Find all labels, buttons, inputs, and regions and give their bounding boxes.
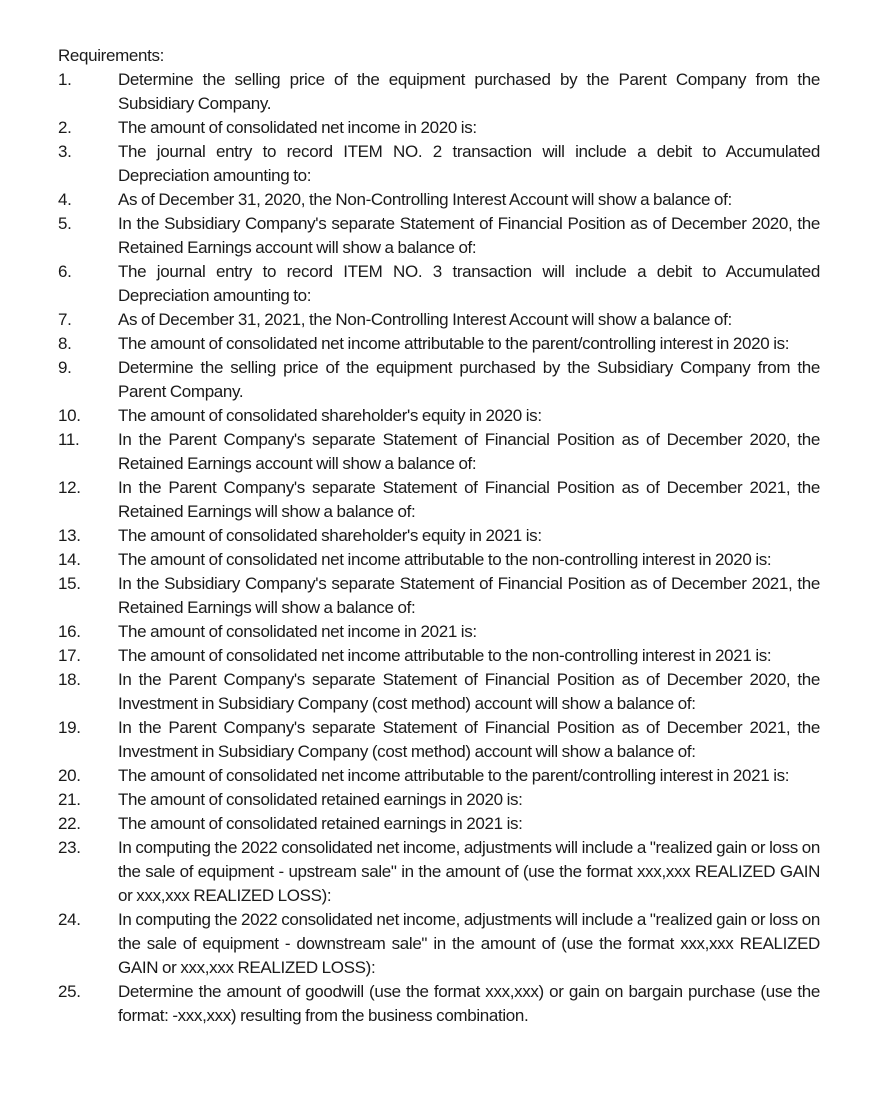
requirement-text: The amount of consolidated shareholder's equity in 2021 is: <box>118 526 542 545</box>
requirement-item <box>58 332 820 356</box>
requirement-number: 8. <box>58 334 72 353</box>
requirement-text: In the Subsidiary Company's separate Statement of Financial Position as of December 2020, the Retained Earnings account will show a balance of: <box>118 214 820 257</box>
requirement-item <box>58 188 820 212</box>
requirement-number: 2. <box>58 118 72 137</box>
requirement-item <box>58 572 820 620</box>
requirement-text: The amount of consolidated net income attributable to the non-controlling interest in 2020 is: <box>118 550 772 569</box>
requirement-number: 13. <box>58 526 81 545</box>
requirement-number: 18. <box>58 670 81 689</box>
requirement-text: The amount of consolidated net income in 2020 is: <box>118 118 477 137</box>
requirement-number: 16. <box>58 622 81 641</box>
requirement-text: Determine the selling price of the equipment purchased by the Subsidiary Company from the Parent Company. <box>118 358 820 401</box>
requirement-number: 1. <box>58 70 72 89</box>
requirement-item <box>58 812 820 836</box>
requirement-number: 15. <box>58 574 81 593</box>
requirement-item <box>58 668 820 716</box>
requirement-text: The journal entry to record ITEM NO. 3 transaction will include a debit to Accumulated Depreciation amounting to: <box>118 262 820 305</box>
requirement-number: 17. <box>58 646 81 665</box>
requirement-text: Determine the selling price of the equipment purchased by the Parent Company from the Subsidiary Company. <box>118 70 820 113</box>
requirement-text: Determine the amount of goodwill (use the format xxx,xxx) or gain on bargain purchase (use the format: -xxx,xxx) resulting from the business combination. <box>118 982 820 1025</box>
requirement-item <box>58 140 820 188</box>
requirement-item <box>58 548 820 572</box>
requirement-number: 4. <box>58 190 72 209</box>
requirement-item <box>58 116 820 140</box>
requirement-item <box>58 260 820 308</box>
requirement-number: 19. <box>58 718 81 737</box>
requirement-item <box>58 788 820 812</box>
requirement-text: In the Parent Company's separate Statement of Financial Position as of December 2020, the Retained Earnings account will show a balance of: <box>118 430 820 473</box>
requirement-text: The amount of consolidated net income in 2021 is: <box>118 622 477 641</box>
requirement-number: 10. <box>58 406 81 425</box>
requirement-number: 5. <box>58 214 72 233</box>
requirement-text: As of December 31, 2021, the Non-Controlling Interest Account will show a balance of: <box>118 310 732 329</box>
requirement-text: In computing the 2022 consolidated net income, adjustments will include a "realized gain or loss on the sale of equipment - downstream sale" in the amount of (use the format xxx,xxx REALIZED GAIN or xxx,xxx REALIZED LOSS): <box>118 910 820 977</box>
requirement-item <box>58 404 820 428</box>
requirement-number: 14. <box>58 550 81 569</box>
requirement-item <box>58 68 820 116</box>
requirement-text: The amount of consolidated retained earnings in 2021 is: <box>118 814 523 833</box>
requirement-text: The amount of consolidated shareholder's equity in 2020 is: <box>118 406 542 425</box>
requirement-text: In the Parent Company's separate Statement of Financial Position as of December 2021, the Retained Earnings will show a balance of: <box>118 478 820 521</box>
requirement-item <box>58 476 820 524</box>
requirement-text: The amount of consolidated net income attributable to the parent/controlling interest in 2021 is: <box>118 766 790 785</box>
requirement-item <box>58 356 820 404</box>
requirement-item <box>58 428 820 476</box>
requirement-number: 6. <box>58 262 72 281</box>
requirement-text: In computing the 2022 consolidated net income, adjustments will include a "realized gain or loss on the sale of equipment - upstream sale" in the amount of (use the format xxx,xxx REALIZED GAIN or xxx,xxx REALIZED LOSS): <box>118 838 820 905</box>
requirement-item <box>58 716 820 764</box>
requirement-text: The amount of consolidated net income attributable to the non-controlling interest in 2021 is: <box>118 646 772 665</box>
requirement-item <box>58 836 820 908</box>
requirement-number: 25. <box>58 982 81 1001</box>
requirement-number: 23. <box>58 838 81 857</box>
requirement-item <box>58 308 820 332</box>
requirements-list <box>58 68 820 1028</box>
requirement-number: 12. <box>58 478 81 497</box>
requirement-item <box>58 212 820 260</box>
document-page <box>58 44 820 1028</box>
requirements-heading: Requirements: <box>58 46 164 65</box>
requirement-item <box>58 524 820 548</box>
requirement-number: 9. <box>58 358 72 377</box>
requirement-text: The amount of consolidated net income attributable to the parent/controlling interest in 2020 is: <box>118 334 790 353</box>
requirement-text: The journal entry to record ITEM NO. 2 transaction will include a debit to Accumulated Depreciation amounting to: <box>118 142 820 185</box>
requirement-number: 11. <box>58 430 80 449</box>
requirement-item <box>58 620 820 644</box>
requirement-item <box>58 908 820 980</box>
requirement-item <box>58 980 820 1028</box>
requirement-text: In the Parent Company's separate Statement of Financial Position as of December 2021, the Investment in Subsidiary Company (cost method) account will show a balance of: <box>118 718 820 761</box>
requirement-number: 22. <box>58 814 81 833</box>
requirement-number: 21. <box>58 790 81 809</box>
requirement-text: The amount of consolidated retained earnings in 2020 is: <box>118 790 523 809</box>
requirement-text: In the Parent Company's separate Statement of Financial Position as of December 2020, the Investment in Subsidiary Company (cost method) account will show a balance of: <box>118 670 820 713</box>
requirement-number: 7. <box>58 310 72 329</box>
requirement-number: 3. <box>58 142 72 161</box>
requirement-number: 24. <box>58 910 81 929</box>
requirement-text: In the Subsidiary Company's separate Statement of Financial Position as of December 2021, the Retained Earnings will show a balance of: <box>118 574 820 617</box>
requirement-number: 20. <box>58 766 81 785</box>
requirement-item <box>58 764 820 788</box>
requirement-text: As of December 31, 2020, the Non-Controlling Interest Account will show a balance of: <box>118 190 732 209</box>
requirement-item <box>58 644 820 668</box>
